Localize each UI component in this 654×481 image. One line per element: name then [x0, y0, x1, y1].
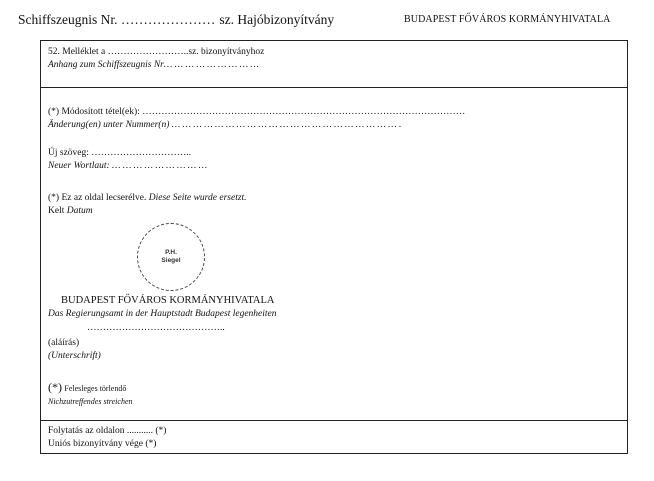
date-label-hu: Kelt: [48, 206, 65, 216]
modification-section: [41, 88, 627, 421]
seal-siegel-label: Siegel: [161, 257, 181, 264]
certificate-number-title: Schiffszeugnis Nr. …………………: [18, 12, 216, 27]
signing-authority-hu: BUDAPEST FŐVÁROS KORMÁNYHIVATALA: [61, 295, 275, 306]
deletion-note-mark: (*): [48, 380, 62, 394]
signature-label-hu: (aláírás): [48, 338, 80, 348]
deletion-note-de: Nichzutreffendes streichen: [48, 397, 133, 406]
seal-ph-label: P.H.: [165, 249, 177, 256]
issuing-authority: BUDAPEST FŐVÁROS KORMÁNYHIVATALA: [404, 14, 611, 25]
footer-section: [41, 421, 627, 455]
document-header: [18, 11, 648, 29]
certificate-title-hu: sz. Hajóbizonyítvány: [219, 12, 335, 27]
end-of-certificate-line: Uniós bizonyítvány vége (*): [48, 439, 157, 449]
deletion-note-hu: Felesleges törlendő: [64, 384, 127, 393]
modified-items-hu: (*) Módosított tétel(ek): …………………………………………………………………………………………: [48, 107, 466, 117]
new-text-de: Neuer Wortlaut: … … … … … … … … …: [48, 161, 208, 171]
annex-line-de: Anhang zum Schiffszeugnis Nr… … … … … … … … …: [48, 60, 259, 70]
annex-section: [41, 41, 627, 88]
page-replaced-de: Diese Seite wurde ersetzt.: [148, 193, 247, 203]
new-text-hu: Új szöveg: …………………………..: [48, 148, 192, 158]
date-label-de: Datum: [66, 206, 93, 216]
certificate-form: [40, 40, 628, 454]
signing-authority-de: Das Regierungsamt in der Hauptstadt Budapest legenheiten: [48, 309, 277, 319]
official-seal: [137, 223, 205, 291]
signature-line: ……………………………………..: [87, 323, 225, 333]
deletion-note: [48, 381, 126, 395]
continuation-line: Folytatás az oldalon ........... (*): [48, 426, 167, 436]
page-replaced: [48, 192, 247, 204]
annex-line-hu: 52. Melléklet a ……………………..sz. bizonyítványhoz: [48, 47, 265, 57]
signature-label-de: (Unterschrift): [48, 351, 101, 361]
date-line: [48, 205, 93, 217]
modified-items-de: Änderung(en) unter Nummer(n) … … … … … … … … … … … … … … … … … … … … … .: [48, 120, 402, 130]
page-replaced-hu: (*) Ez az oldal lecserélve.: [48, 193, 147, 203]
